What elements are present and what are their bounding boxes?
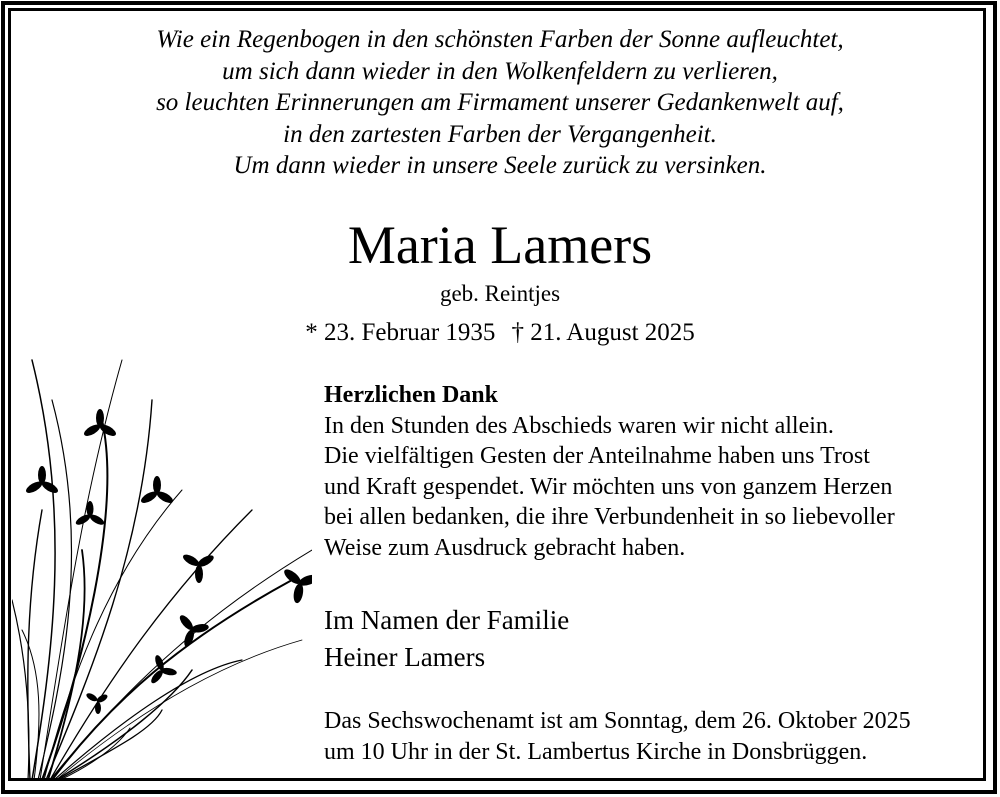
signature-name: Heiner Lamers — [324, 642, 486, 672]
thanks-line: und Kraft gespendet. Wir möchten uns von ganzem Herzen — [324, 473, 893, 500]
poem-line: Wie ein Regenbogen in den schönsten Farben der Sonne aufleuchtet, — [156, 26, 844, 53]
thanks-line: In den Stunden des Abschieds waren wir nicht allein. — [324, 412, 834, 439]
poem-line: um sich dann wieder in den Wolkenfeldern zu verlieren, — [222, 57, 778, 85]
thanks-line: bei allen bedanken, die ihre Verbundenheit in so liebevoller — [324, 504, 895, 530]
birth-date: * 23. Februar 1935 — [305, 319, 496, 346]
floral-grass-icon — [12, 340, 312, 780]
notice-line: Das Sechswochenamt ist am Sonntag, dem 26. Oktober 2025 — [324, 708, 911, 734]
poem-line: Um dann wieder in unsere Seele zurück zu versinken. — [233, 152, 767, 179]
death-date: † 21. August 2025 — [511, 319, 695, 346]
thanks-line: Weise zum Ausdruck gebracht haben. — [324, 534, 686, 561]
thanks-heading: Herzlichen Dank — [324, 382, 498, 408]
thanks-section — [324, 380, 974, 563]
poem-line: so leuchten Erinnerungen am Firmament unserer Gedankenwelt auf, — [156, 89, 844, 116]
notice-line: um 10 Uhr in der St. Lambertus Kirche in Donsbrüggen. — [324, 739, 868, 765]
poem — [0, 24, 1000, 182]
signature — [324, 602, 569, 676]
poem-line: in den zartesten Farben der Vergangenheit. — [283, 120, 717, 148]
service-notice — [324, 706, 911, 768]
signature-line: Im Namen der Familie — [324, 605, 570, 635]
deceased-name: Maria Lamers — [347, 215, 653, 275]
maiden-name: geb. Reintjes — [439, 281, 561, 306]
thanks-line: Die vielfältigen Gesten der Anteilnahme haben uns Trost — [324, 443, 870, 469]
